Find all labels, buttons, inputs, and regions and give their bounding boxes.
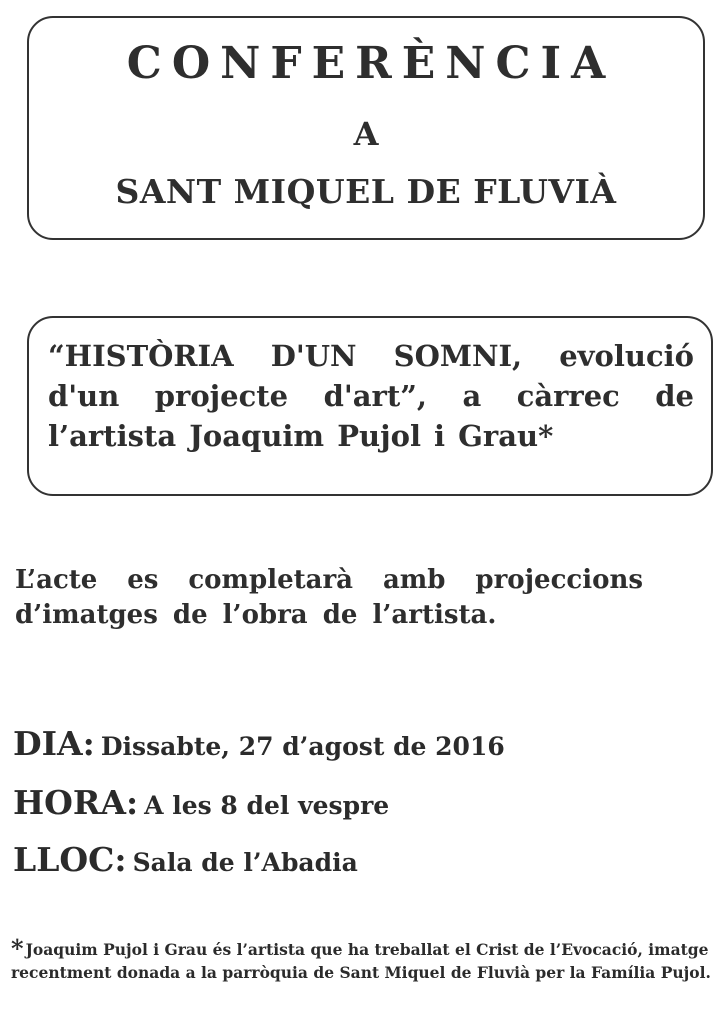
day-label: DIA: — [13, 724, 95, 763]
footnote-text: Joaquim Pujol i Grau és l’artista que ha treballat el Crist de l’Evocació, imatge recentment donada a la parròquia de Sant Miquel de Fluvià per la Família Pujol. — [11, 940, 711, 982]
day-value: Dissabte, 27 d’agost de 2016 — [100, 732, 505, 761]
title-location: SANT MIQUEL DE FLUVIÀ — [115, 172, 617, 211]
talk-box — [27, 316, 713, 496]
footnote-asterisk: * — [11, 934, 24, 963]
place-label: LLOC: — [13, 840, 127, 879]
title-box — [27, 16, 705, 240]
footnote — [11, 934, 721, 984]
day-row — [13, 724, 505, 763]
place-value: Sala de l’Abadia — [132, 848, 358, 877]
place-row — [13, 840, 358, 879]
completion-paragraph: L’acte es completarà amb projeccions d’imatges de l’obra de l’artista. — [15, 565, 643, 630]
time-row — [13, 783, 389, 822]
title-preposition: A — [353, 115, 379, 153]
time-label: HORA: — [13, 783, 139, 822]
title-conference: CONFERÈNCIA — [126, 38, 616, 89]
talk-title-text: “HISTÒRIA D'UN SOMNI, evolució d'un projecte d'art”, a càrrec de l’artista Joaquim Pujol i Grau* — [48, 339, 694, 453]
time-value: A les 8 del vespre — [144, 791, 390, 820]
